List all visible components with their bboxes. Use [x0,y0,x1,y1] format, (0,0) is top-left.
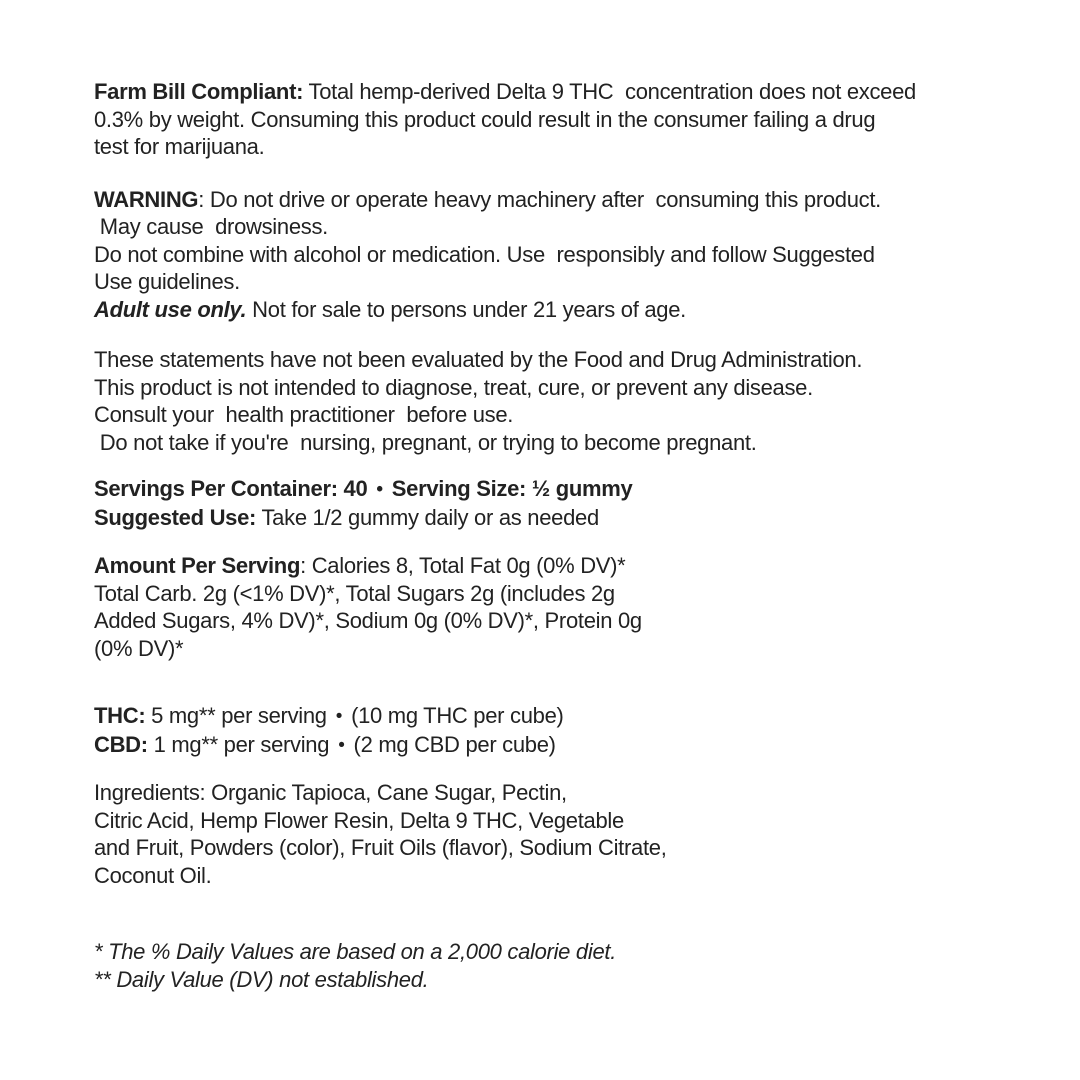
servings-section [94,475,994,531]
adult-use-label: Adult use only. [94,296,247,322]
ingredients-line-2: Citric Acid, Hemp Flower Resin, Delta 9 THC, Vegetable [94,807,624,833]
cbd-per-cube: (2 mg CBD per cube) [353,731,556,757]
adult-use-line [94,296,994,324]
farm-bill-section [94,78,994,161]
suggested-use-text: Take 1/2 gummy daily or as needed [256,504,599,530]
farm-bill-label: Farm Bill Compliant: [94,79,304,104]
bullet-separator-icon: • [338,734,345,756]
thc-label: THC: [94,703,146,728]
farm-bill-line-3: test for marijuana. [94,134,265,159]
disclaimer-line-4: Do not take if you're nursing, pregnant, or trying to become pregnant. [94,429,757,455]
thc-per-cube: (10 mg THC per cube) [351,703,564,728]
bullet-separator-icon: • [335,706,343,727]
warning-line-4: Use guidelines. [94,269,240,294]
serving-size: Serving Size: ½ gummy [391,476,633,501]
cbd-amount: 1 mg** per serving [147,731,330,757]
nutrition-line-1-text: : Calories 8, Total Fat 0g (0% DV)* [300,553,626,578]
ingredients-line-3: and Fruit, Powders (color), Fruit Oils (flavor), Sodium Citrate, [94,835,667,860]
warning-section [94,186,994,324]
warning-line-1-text: : Do not drive or operate heavy machinery after consuming this product. [198,186,881,212]
bullet-separator-icon: • [376,479,383,500]
thc-line [94,702,994,731]
ingredients-line-1: Ingredients: Organic Tapioca, Cane Sugar, Pectin, [94,780,567,805]
suggested-use-label: Suggested Use: [94,504,257,530]
nutrition-line-1 [94,552,994,580]
nutrition-line-3: Added Sugars, 4% DV)*, Sodium 0g (0% DV)*, Protein 0g [94,608,642,633]
adult-use-text: Not for sale to persons under 21 years of age. [246,296,686,322]
servings-line [94,475,994,504]
suggested-use-line [94,504,994,532]
cbd-label: CBD: [94,731,148,757]
label-text-block [94,78,994,993]
farm-bill-line-2: 0.3% by weight. Consuming this product could result in the consumer failing a drug [94,106,876,132]
amount-per-serving-label: Amount Per Serving [94,553,301,578]
ingredients-section [94,779,994,889]
farm-bill-line-1-text: Total hemp-derived Delta 9 THC concentration does not exceed [303,79,916,104]
nutrition-line-2: Total Carb. 2g (<1% DV)*, Total Sugars 2g (includes 2g [94,580,615,606]
disclaimer-line-3: Consult your health practitioner before use. [94,402,514,427]
farm-bill-line-1 [94,78,994,106]
disclaimer-line-2: This product is not intended to diagnose, treat, cure, or prevent any disease. [94,374,813,400]
warning-line-1 [94,186,994,214]
cannabinoid-content-section [94,702,994,759]
nutrition-section [94,552,994,662]
footnote-daily-values: * The % Daily Values are based on a 2,000 calorie diet. [94,939,617,964]
servings-per-container: Servings Per Container: 40 [94,476,368,501]
disclaimer-line-1: These statements have not been evaluated by the Food and Drug Administration. [94,347,863,372]
warning-line-2: May cause drowsiness. [94,214,328,239]
thc-amount: 5 mg** per serving [145,703,327,728]
cbd-line [94,731,994,760]
footnote-dv-not-established: ** Daily Value (DV) not established. [94,966,429,992]
ingredients-line-4: Coconut Oil. [94,862,212,888]
warning-line-3: Do not combine with alcohol or medication. Use responsibly and follow Suggested [94,241,875,267]
footnotes-section [94,938,994,993]
warning-label: WARNING [94,186,199,212]
nutrition-line-4: (0% DV)* [94,635,184,661]
fda-disclaimer-section [94,346,994,456]
